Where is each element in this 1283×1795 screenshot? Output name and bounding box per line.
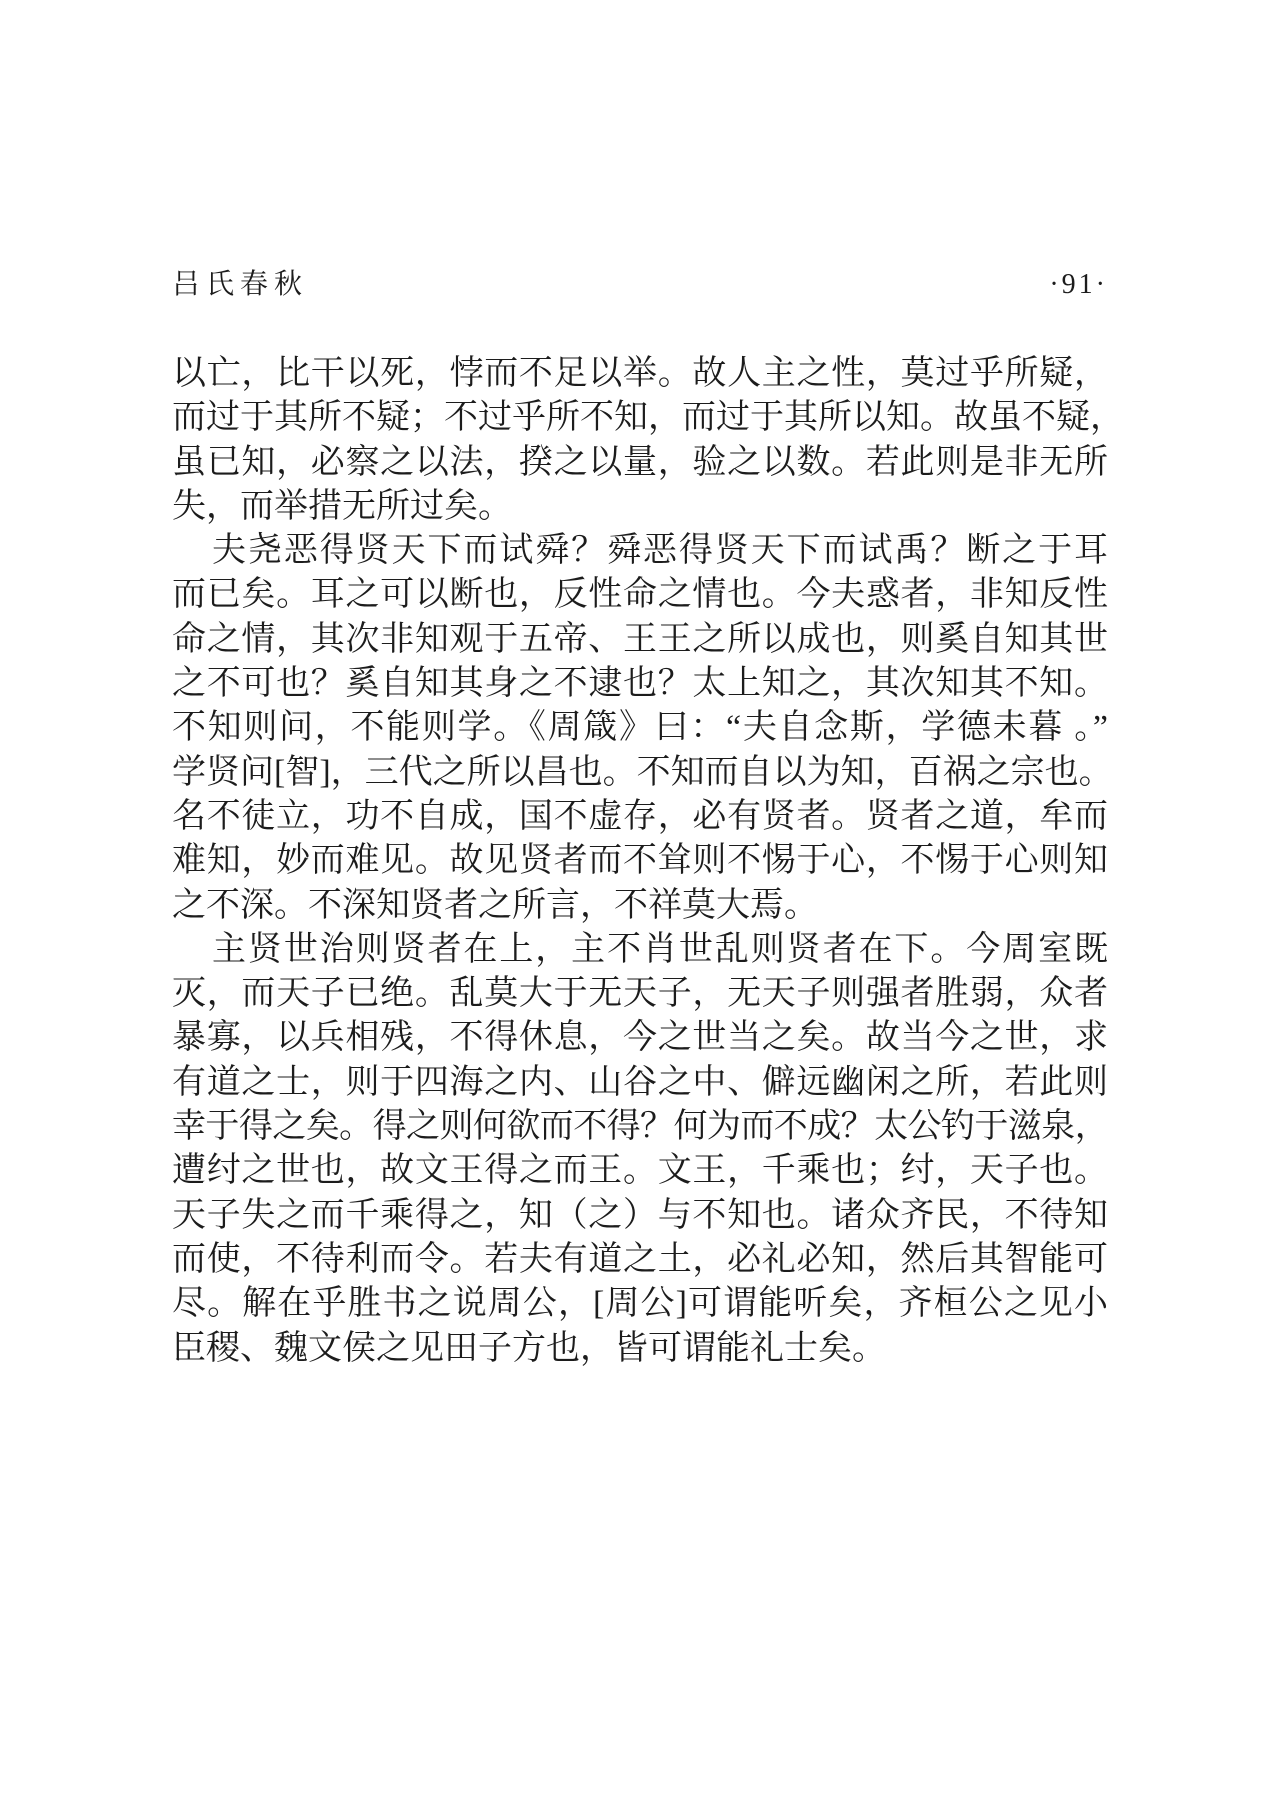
text-line: 以亡，比干以死，悖而不足以举。故人主之性，莫过乎所疑， [172, 355, 1108, 392]
text-line: 虽已知，必察之以法，揆之以量，验之以数。若此则是非无所 [172, 443, 1108, 481]
book-title: 吕氏春秋 [172, 269, 309, 300]
text-line: 尽。解在乎胜书之说周公，[周公]可谓能听矣，齐桓公之见小 [172, 1285, 1108, 1323]
text-line: 遭纣之世也，故文王得之而王。文王，千乘也；纣，天子也。 [172, 1152, 1108, 1190]
text-line: 天子失之而千乘得之，知（之）与不知也。诸众齐民，不待知 [172, 1196, 1108, 1234]
text-line: 之不深。不深知贤者之所言，不祥莫大焉。 [172, 886, 818, 924]
text-line: 灭，而天子已绝。乱莫大于无天子，无天子则强者胜弱，众者 [172, 975, 1108, 1013]
text-line: 而使，不待利而令。若夫有道之土，必礼必知，然后其智能可 [172, 1240, 1108, 1278]
text-line: 学贤问[智]，三代之所以昌也。不知而自以为知，百祸之宗也。 [172, 753, 1113, 791]
text-line: 而已矣。耳之可以断也，反性命之情也。今夫惑者，非知反性 [172, 576, 1108, 614]
text-line: 不知则问，不能则学。《周箴》曰：“夫自念斯，学德未暮 。” [172, 709, 1108, 747]
text-line: 夫尧恶得贤天下而试舜？舜恶得贤天下而试禹？断之于耳 [212, 532, 1108, 570]
text-line: 名不徒立，功不自成，国不虚存，必有贤者。贤者之道，牟而 [172, 797, 1108, 835]
page-header [172, 262, 1108, 302]
page-number: ·91· [1049, 269, 1108, 300]
text-line: 有道之士，则于四海之内、山谷之中、僻远幽闲之所，若此则 [172, 1063, 1108, 1101]
text-line: 暴寡，以兵相残，不得休息，今之世当之矣。故当今之世，求 [172, 1019, 1108, 1057]
text-line: 难知，妙而难见。故见贤者而不耸则不惕于心，不惕于心则知 [172, 842, 1108, 880]
text-line: 幸于得之矣。得之则何欲而不得？何为而不成？太公钓于滋泉， [172, 1108, 1108, 1146]
text-line: 失，而举措无所过矣。 [172, 487, 512, 525]
text-line: 臣稷、魏文侯之见田子方也，皆可谓能礼士矣。 [172, 1329, 886, 1367]
text-line: 而过于其所不疑；不过乎所不知，而过于其所以知。故虽不疑， [172, 399, 1124, 437]
text-line: 主贤世治则贤者在上，主不肖世乱则贤者在下。今周室既 [212, 930, 1108, 968]
text-line: 之不可也？奚自知其身之不逮也？太上知之，其次知其不知。 [172, 665, 1108, 703]
text-line: 命之情，其次非知观于五帝、王王之所以成也，则奚自知其世 [172, 620, 1108, 658]
text-block [172, 352, 1124, 1371]
